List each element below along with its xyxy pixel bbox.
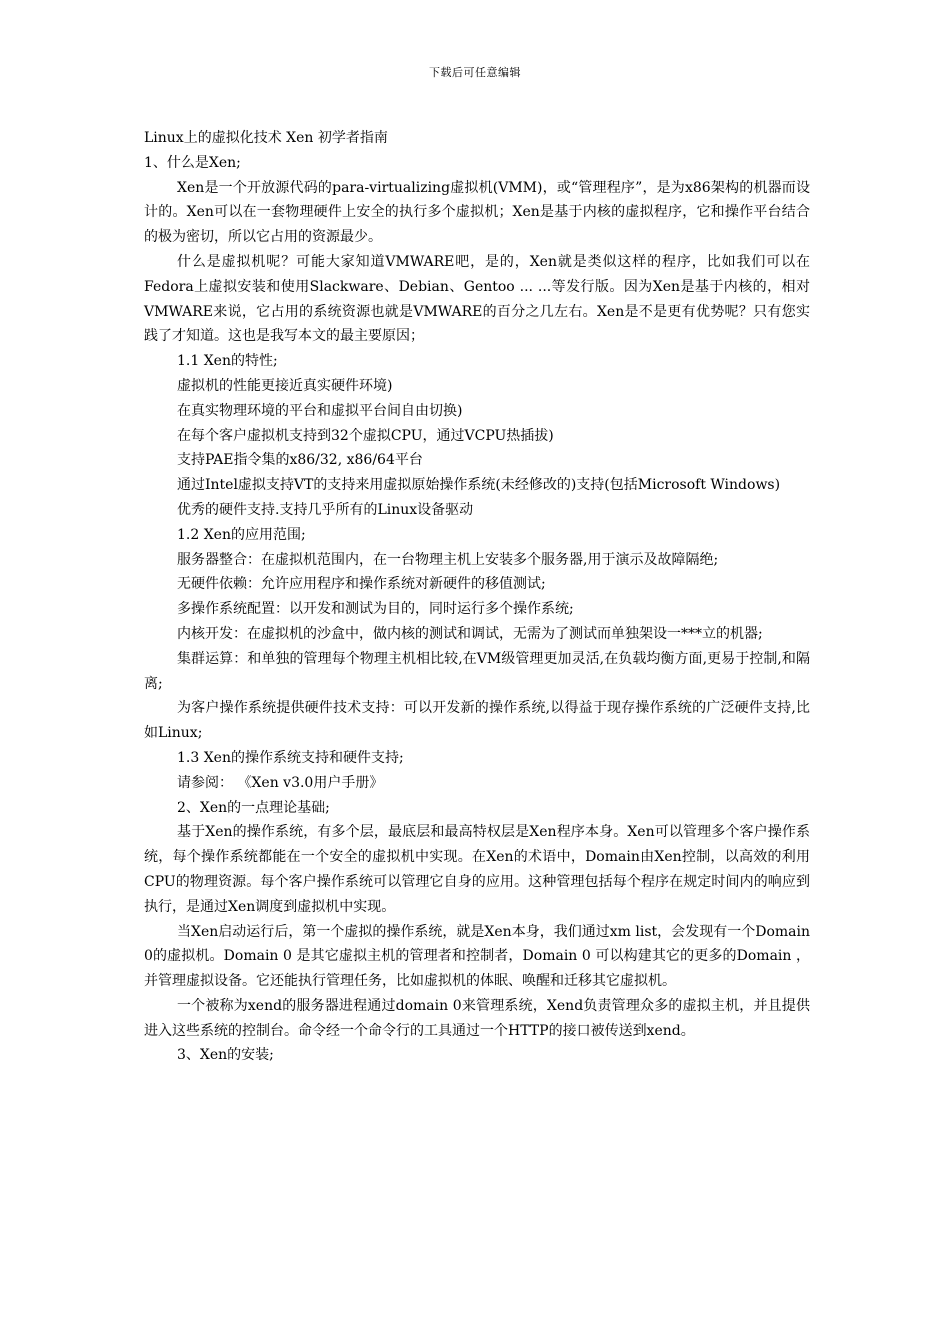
paragraph: 一个被称为xend的服务器进程通过domain 0来管理系统，Xend负责管理众多的虚拟主机，并且提供进入这些系统的控制台。命令经一个命令行的工具通过一个HTTP的接口被传送到xend。 (144, 997, 810, 1039)
list-item: 通过Intel虚拟支持VT的支持来用虚拟原始操作系统(未经修改的)支持(包括Microsoft Windows) (177, 477, 781, 494)
paragraph: 1、什么是Xen; (144, 154, 241, 171)
paragraph: 请参阅： 《Xen v3.0用户手册》 (177, 774, 384, 791)
section-heading: 1.1 Xen的特性; (177, 353, 278, 370)
list-item: 虚拟机的性能更接近真实硬件环境) (177, 377, 393, 394)
list-item: 服务器整合：在虚拟机范围内，在一台物理主机上安装多个服务器,用于演示及故障隔绝; (177, 551, 719, 568)
list-item: 优秀的硬件支持.支持几乎所有的Linux设备驱动 (177, 501, 474, 518)
page-header: 下载后可任意编辑 (429, 66, 521, 79)
section-heading: 3、Xen的安装; (177, 1047, 274, 1064)
list-item: 内核开发：在虚拟机的沙盒中，做内核的测试和调试，无需为了测试而单独架设一***立的机器; (177, 625, 763, 642)
paragraph: 什么是虚拟机呢？可能大家知道VMWARE吧，是的，Xen就是类似这样的程序，比如我们可以在Fedora上虚拟安装和使用Slackware、Debian、Gentoo ... ...等发行版。因为Xen是基于内核的，相对VMWARE来说，它占用的系统资源也就是VMWARE的百分之几左右。Xen是不是更有优势呢？只有您实践了才知道。这也是我写本文的最主要原因； (144, 253, 810, 345)
section-heading: 1.2 Xen的应用范围; (177, 526, 306, 543)
list-item: 在每个客户虚拟机支持到32个虚拟CPU，通过VCPU热插拔) (177, 427, 554, 444)
list-item: 多操作系统配置：以开发和测试为目的，同时运行多个操作系统; (177, 601, 574, 618)
list-item: 支持PAE指令集的x86/32, x86/64平台 (177, 452, 423, 469)
list-item: 为客户操作系统提供硬件技术支持：可以开发新的操作系统,以得益于现存操作系统的广泛硬件支持,比如Linux; (144, 700, 810, 742)
paragraph: Xen是一个开放源代码的para-virtualizing虚拟机(VMM)，或“管理程序”，是为x86架构的机器而设计的。Xen可以在一套物理硬件上安全的执行多个虚拟机；Xen是基于内核的虚拟程序，它和操作平台结合的极为密切，所以它占用的资源最少。 (144, 179, 810, 246)
document-title: Linux上的虚拟化技术 Xen 初学者指南 (144, 130, 388, 146)
paragraph: 当Xen启动运行后，第一个虚拟的操作系统，就是Xen本身，我们通过xm list，会发现有一个Domain 0的虚拟机。Domain 0 是其它虚拟主机的管理者和控制者，Domain 0 可以构建其它的更多的Domain ，并管理虚拟设备。它还能执行管理任务，比如虚拟机的体眠、唤醒和迁移其它虚拟机。 (144, 923, 810, 990)
list-item: 无硬件依赖：允许应用程序和操作系统对新硬件的移值测试; (177, 576, 546, 593)
section-heading: 2、Xen的一点理论基础; (177, 799, 330, 816)
document-body (144, 126, 810, 1068)
list-item: 在真实物理环境的平台和虚拟平台间自由切换) (177, 402, 463, 419)
paragraph: 基于Xen的操作系统，有多个层，最底层和最高特权层是Xen程序本身。Xen可以管理多个客户操作系统，每个操作系统都能在一个安全的虚拟机中实现。在Xen的术语中，Domain由Xen控制，以高效的利用CPU的物理资源。每个客户操作系统可以管理它自身的应用。这种管理包括每个程序在规定时间内的响应到执行，是通过Xen调度到虚拟机中实现。 (144, 824, 810, 915)
list-item: 集群运算：和单独的管理每个物理主机相比较,在VM级管理更加灵活,在负载均衡方面,更易于控制,和隔离; (144, 650, 810, 692)
section-heading: 1.3 Xen的操作系统支持和硬件支持; (177, 749, 404, 766)
